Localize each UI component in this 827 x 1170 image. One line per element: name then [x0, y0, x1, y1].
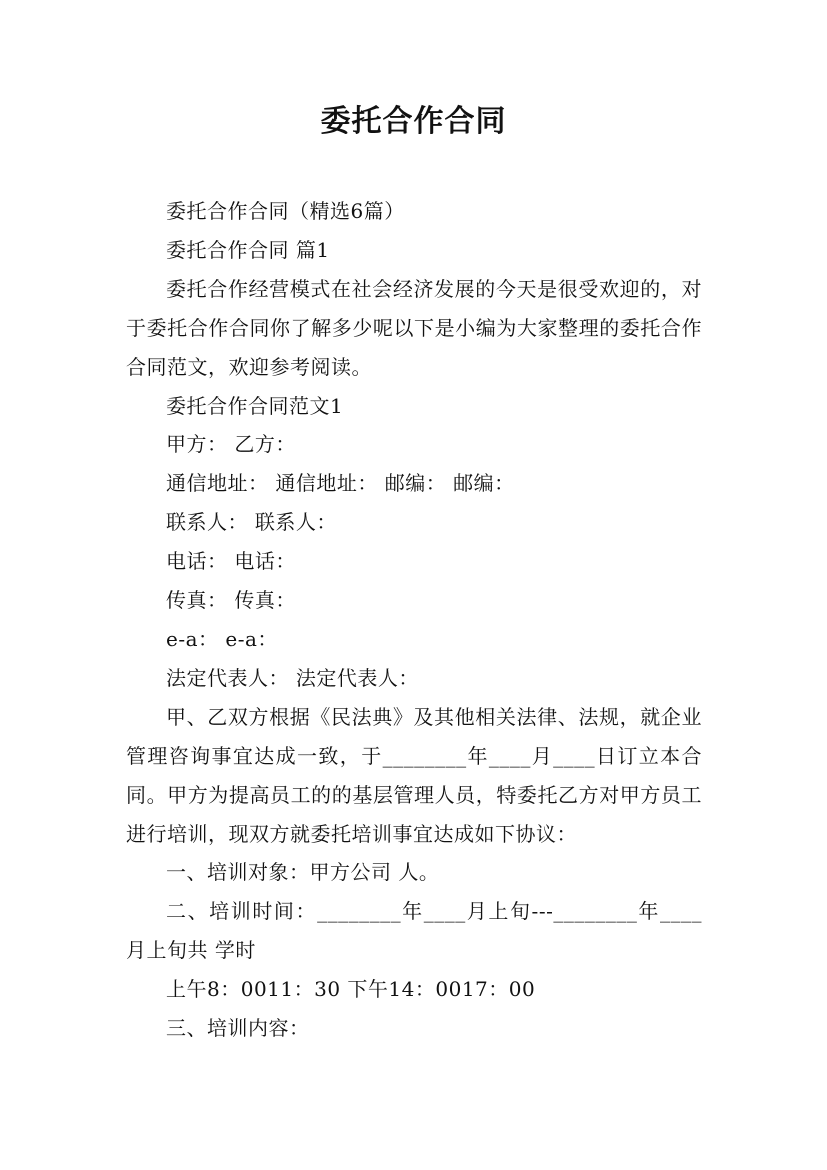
paragraph-subtitle: 委托合作合同（精选6篇） — [166, 199, 405, 223]
paragraph-contact: 联系人： 联系人： — [166, 510, 337, 535]
paragraph-email: e-a： e-a： — [166, 626, 278, 651]
paragraph-parties: 甲方： 乙方： — [166, 432, 296, 457]
paragraph-training-content: 三、培训内容： — [166, 1016, 310, 1041]
paragraph-sample-heading: 委托合作合同范文1 — [166, 393, 344, 418]
paragraph-schedule: 上午8：0011：30 下午14：0017：00 — [166, 977, 536, 1002]
paragraph-intro: 委托合作经营模式在社会经济发展的今天是很受欢迎的，对于委托合作合同你了解多少呢以下是小编为大家整理的委托合作合同范文，欢迎参考阅读。 — [126, 276, 702, 379]
paragraph-section-heading: 委托合作合同 篇1 — [166, 237, 330, 262]
paragraph-training-target: 一、培训对象：甲方公司 人。 — [166, 860, 440, 885]
paragraph-training-time: 二、培训时间：________年____月上旬---________年____月上旬共 学时 — [126, 899, 702, 963]
paragraph-agreement: 甲、乙双方根据《民法典》及其他相关法律、法规，就企业管理咨询事宜达成一致，于________年____月____日订立本合同。甲方为提高员工的的基层管理人员，特委托乙方对甲方员工进行培训，现双方就委托培训事宜达成如下协议： — [126, 704, 702, 846]
document-title: 委托合作合同 — [320, 104, 507, 139]
paragraph-legal-rep: 法定代表人： 法定代表人： — [166, 665, 419, 690]
paragraph-address: 通信地址： 通信地址： 邮编： 邮编： — [166, 471, 515, 496]
document-body — [126, 192, 702, 1048]
paragraph-phone: 电话： 电话： — [166, 549, 296, 574]
paragraph-fax: 传真： 传真： — [166, 588, 296, 613]
